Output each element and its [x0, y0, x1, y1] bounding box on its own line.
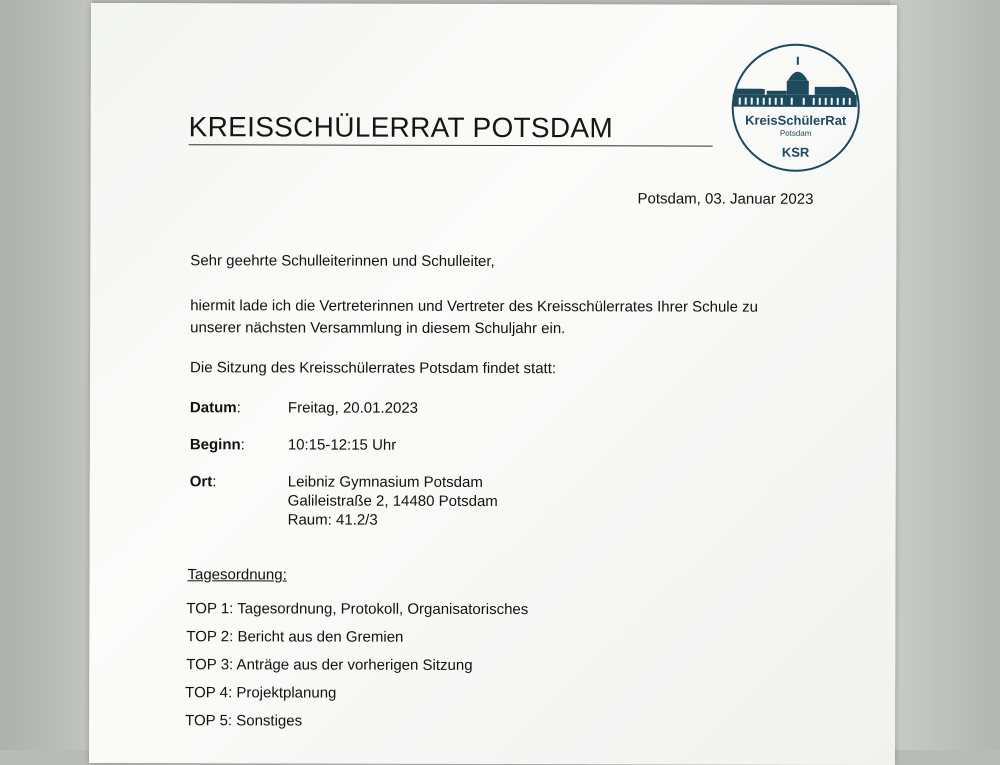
meeting-intro: Die Sitzung des Kreisschülerrates Potsdam findet statt: — [190, 359, 557, 378]
agenda-item: TOP 5: Sonstiges — [185, 712, 303, 730]
date-value: Freitag, 20.01.2023 — [287, 399, 419, 417]
place-line-2: Galileistraße 2, 14480 Potsdam — [287, 492, 498, 511]
place-line-1: Leibniz Gymnasium Potsdam — [287, 473, 483, 491]
time-label-colon: : — [240, 436, 245, 454]
background-right — [890, 0, 1000, 750]
place-label — [190, 472, 217, 492]
body-line-1: hiermit lade ich die Vertreterinnen und Vertreter des Kreisschülerrates Ihrer Schule zu — [190, 297, 759, 316]
place-label-text: Ort — [189, 473, 213, 491]
letter-date: Potsdam, 03. Januar 2023 — [637, 190, 814, 208]
logo-city: Potsdam — [779, 128, 812, 138]
title-underline — [189, 144, 713, 146]
date-label — [190, 398, 241, 418]
agenda-item: TOP 3: Anträge aus der vorherigen Sitzung — [186, 656, 473, 674]
date-label-colon: : — [236, 399, 241, 417]
body-line-2: unserer nächsten Versammlung in diesem Schuljahr ein. — [190, 319, 566, 338]
agenda-item: TOP 1: Tagesordnung, Protokoll, Organisatorisches — [186, 600, 529, 619]
letter-title: KREISSCHÜLERRAT POTSDAM — [188, 111, 614, 144]
place-line-3: Raum: 41.2/3 — [287, 511, 378, 529]
salutation: Sehr geehrte Schulleiterinnen und Schulleiter, — [190, 252, 495, 271]
time-label-text: Beginn — [189, 436, 241, 454]
agenda-item: TOP 4: Projektplanung — [185, 684, 337, 702]
time-value: 10:15-12:15 Uhr — [287, 436, 397, 454]
background-left — [0, 0, 92, 750]
agenda-heading: Tagesordnung: — [187, 566, 287, 584]
date-label-text: Datum — [189, 399, 237, 417]
time-label — [190, 435, 245, 455]
logo-abbr: KSR — [781, 144, 810, 160]
agenda-item: TOP 2: Bericht aus den Gremien — [186, 628, 404, 646]
place-label-colon: : — [212, 473, 217, 491]
ksr-logo — [727, 43, 865, 173]
logo-name: KreisSchülerRat — [745, 112, 847, 128]
letter-paper — [89, 3, 897, 765]
